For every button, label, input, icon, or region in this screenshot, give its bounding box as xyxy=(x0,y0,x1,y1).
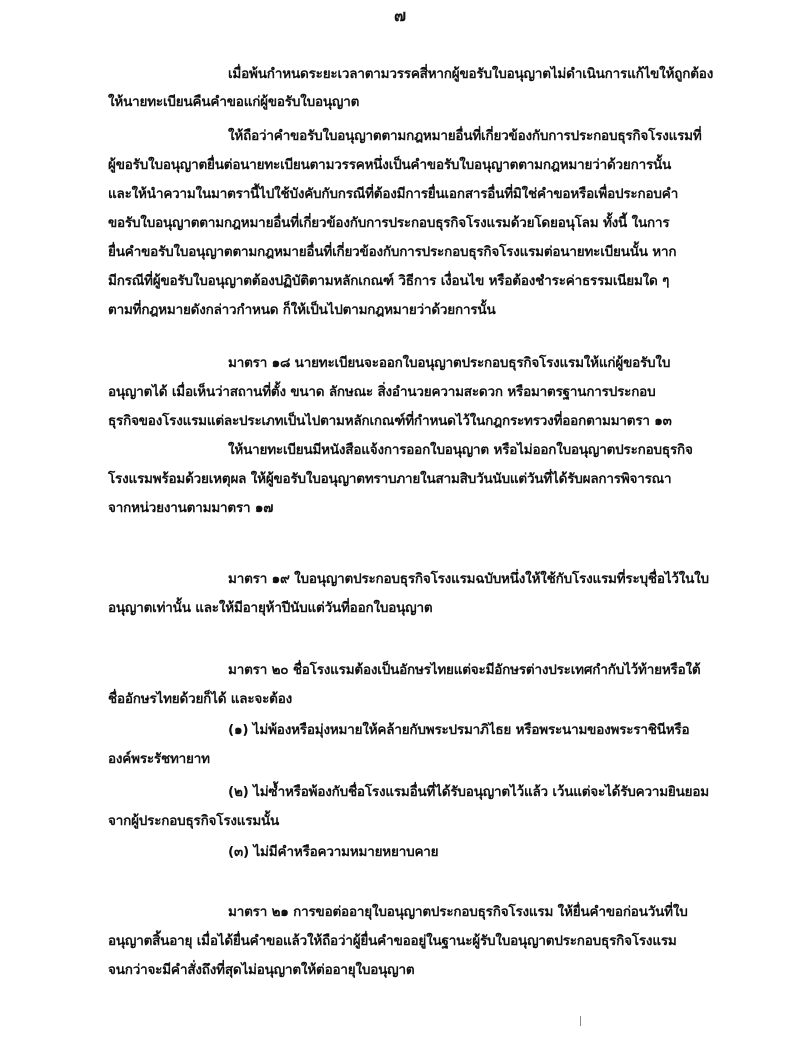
section-18-heading: มาตรา ๑๘ นายทะเบียนจะออกใบอนุญาตประกอบธุรกิจโรงแรมให้แก่ผู้ขอรับใบ xyxy=(228,355,671,371)
section-20-heading: มาตรา ๒๐ ชื่อโรงแรมต้องเป็นอักษรไทยแต่จะมีอักษรต่างประเทศกำกับไว้ท้ายหรือใต้ xyxy=(228,662,701,678)
paragraph-line: อนุญาตเท่านั้น และให้มีอายุห้าปีนับแต่วันที่ออกใบอนุญาต xyxy=(108,600,433,616)
paragraph-line: ผู้ขอรับใบอนุญาตยื่นต่อนายทะเบียนตามวรรคหนึ่งเป็นคำขอรับใบอนุญาตตามกฎหมายว่าด้วยการนั้น xyxy=(108,157,672,173)
paragraph-line: ตามที่กฎหมายดังกล่าวกำหนด ก็ให้เป็นไปตามกฎหมายว่าด้วยการนั้น xyxy=(108,302,496,318)
paragraph-line: ธุรกิจของโรงแรมแต่ละประเภทเป็นไปตามหลักเกณฑ์ที่กำหนดไว้ในกฎกระทรวงที่ออกตามมาตรา ๑๓ xyxy=(108,413,672,429)
paragraph-line: จากผู้ประกอบธุรกิจโรงแรมนั้น xyxy=(108,813,280,829)
list-item: (๒) ไม่ซ้ำหรือพ้องกับชื่อโรงแรมอื่นที่ได้รับอนุญาตไว้แล้ว เว้นแต่จะได้รับความยินยอม xyxy=(228,784,709,800)
paragraph-line: และให้นำความในมาตรานี้ไปใช้บังคับกับกรณีที่ต้องมีการยื่นเอกสารอื่นที่มิใช่คำขอหรือเพื่อประกอบคำ xyxy=(108,186,679,202)
paragraph-line: ให้นายทะเบียนคืนคำขอแก่ผู้ขอรับใบอนุญาต xyxy=(108,94,360,110)
paragraph-line: จนกว่าจะมีคำสั่งถึงที่สุดไม่อนุญาตให้ต่ออายุใบอนุญาต xyxy=(108,962,415,978)
section-19-heading: มาตรา ๑๙ ใบอนุญาตประกอบธุรกิจโรงแรมฉบับหนึ่งให้ใช้กับโรงแรมที่ระบุชื่อไว้ในใบ xyxy=(228,571,709,587)
list-item: (๑) ไม่พ้องหรือมุ่งหมายให้คล้ายกับพระปรมาภิไธย หรือพระนามของพระราชินีหรือ xyxy=(228,722,690,738)
page-number: ๗ xyxy=(393,6,407,25)
paragraph-line: องค์พระรัชทายาท xyxy=(108,751,210,767)
paragraph-line: มีกรณีที่ผู้ขอรับใบอนุญาตต้องปฏิบัติตามหลักเกณฑ์ วิธีการ เงื่อนไข หรือต้องชำระค่าธรรมเนียมใด ๆ xyxy=(108,273,670,289)
paragraph-line: จากหน่วยงานตามมาตรา ๑๗ xyxy=(108,500,274,516)
paragraph-line: ขอรับใบอนุญาตตามกฎหมายอื่นที่เกี่ยวข้องกับการประกอบธุรกิจโรงแรมด้วยโดยอนุโลม ทั้งนี้ ในการ xyxy=(108,215,670,231)
paragraph-line: ให้นายทะเบียนมีหนังสือแจ้งการออกใบอนุญาต หรือไม่ออกใบอนุญาตประกอบธุรกิจ xyxy=(228,442,693,458)
paragraph-line: อนุญาตได้ เมื่อเห็นว่าสถานที่ตั้ง ขนาด ลักษณะ สิ่งอำนวยความสะดวก หรือมาตรฐานการประกอบ xyxy=(108,384,656,400)
paragraph-line: ให้ถือว่าคำขอรับใบอนุญาตตามกฎหมายอื่นที่เกี่ยวข้องกับการประกอบธุรกิจโรงแรมที่ xyxy=(228,128,702,144)
paragraph-line: ยื่นคำขอรับใบอนุญาตตามกฎหมายอื่นที่เกี่ยวข้องกับการประกอบธุรกิจโรงแรมต่อนายทะเบียนนั้น หาก xyxy=(108,244,677,260)
section-21-heading: มาตรา ๒๑ การขอต่ออายุใบอนุญาตประกอบธุรกิจโรงแรม ให้ยื่นคำขอก่อนวันที่ใบ xyxy=(228,904,688,920)
scan-mark xyxy=(580,1016,581,1026)
paragraph-line: ชื่ออักษรไทยด้วยก็ได้ และจะต้อง xyxy=(108,691,293,707)
paragraph-line: โรงแรมพร้อมด้วยเหตุผล ให้ผู้ขอรับใบอนุญาตทราบภายในสามสิบวันนับแต่วันที่ได้รับผลการพิจารณา xyxy=(108,471,672,487)
paragraph-line: เมื่อพ้นกำหนดระยะเวลาตามวรรคสี่หากผู้ขอรับใบอนุญาตไม่ดำเนินการแก้ไขให้ถูกต้อง xyxy=(228,66,714,82)
list-item: (๓) ไม่มีคำหรือความหมายหยาบคาย xyxy=(228,844,439,860)
paragraph-line: อนุญาตสิ้นอายุ เมื่อได้ยื่นคำขอแล้วให้ถือว่าผู้ยื่นคำขออยู่ในฐานะผู้รับใบอนุญาตประกอบธุรกิจโรงแรม xyxy=(108,933,677,949)
